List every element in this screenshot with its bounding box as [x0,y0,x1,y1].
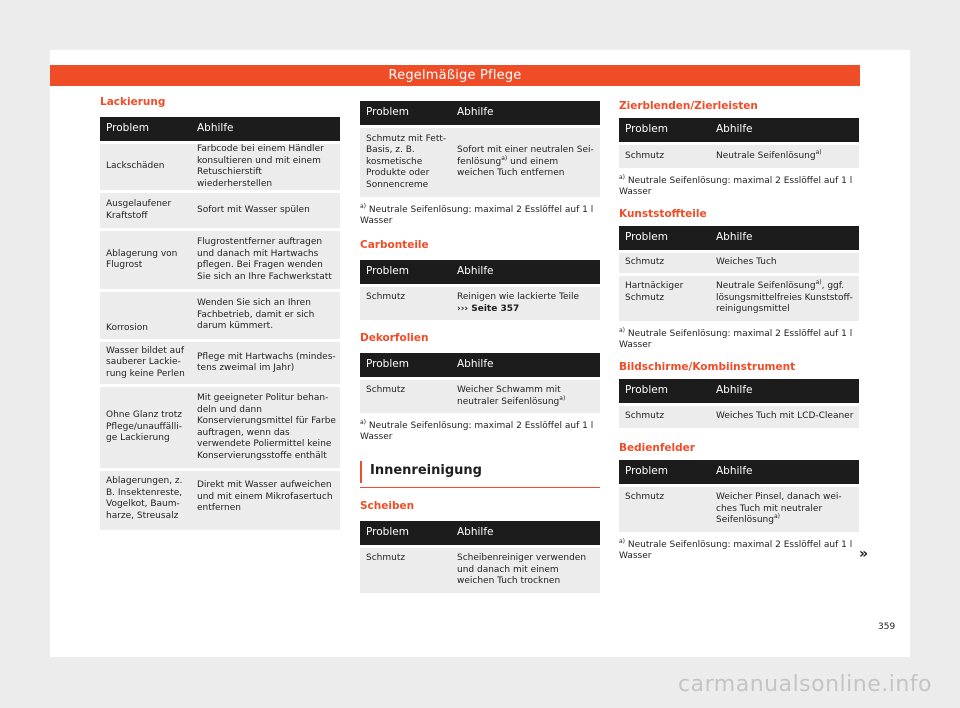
cell-problem: Schmutz [625,492,665,502]
cell-abhilfe: Neutrale Seifenlösung$^{a)}$, ggf. lösungsmittelfreies Kunststoffreinigungsmittel [716,279,853,314]
header-problem: Problem [366,526,409,539]
table-scheiben [360,521,600,593]
table-row [100,468,340,530]
table-row [619,484,859,532]
cell-abhilfe: Flugrostentferner auftragen und danach mit Hartwachs pflegen. Bei Fragen wenden Sie sich an Ihre Fachwerkstatt [197,237,332,282]
cell-abhilfe: Weiches Tuch [716,257,777,268]
cell-abhilfe: Wenden Sie sich an Ihren Fachbetrieb, damit er sich darum kümmert. [197,298,315,332]
header-abhilfe: Abhilfe [457,106,494,119]
table-row [100,384,340,468]
cell-abhilfe: Direkt mit Wasser aufweichen und mit einem Mikrofasertuch entfernen [197,480,333,513]
footnote: $^{a)}$ Neutrale Seifenlösung: maximal 2 Esslöffel auf 1 l Wasser [360,419,594,442]
table-row [100,339,340,384]
continue-mark: » [859,546,869,562]
section-title-bedienfelder: Bedienfelder [619,442,695,454]
table-header [619,379,859,403]
table-row [100,228,340,289]
cell-problem: Ablagerungen, z. B. Insektenreste, Vogelkot, Baumharze, Streusalz [106,476,183,521]
cell-problem: Ausgelaufener Kraftstoff [106,199,172,221]
header-abhilfe: Abhilfe [716,231,753,244]
table-row [619,273,859,321]
cell-abhilfe: Weicher Schwamm mit neutraler Seifenlösung$^{a)}$ [457,385,566,407]
page-header: Regelmäßige Pflege [50,65,860,86]
cell-problem: Lackschäden [106,161,165,172]
header-abhilfe: Abhilfe [457,526,494,539]
cell-abhilfe: Scheibenreiniger verwenden und danach mit einem weichen Tuch trocknen [457,553,587,586]
table-header [360,101,600,125]
footnote: $^{a)}$ Neutrale Seifenlösung: maximal 2 Esslöffel auf 1 l Wasser [619,538,853,561]
cell-problem: Schmutz [625,150,665,161]
cell-abhilfe: Pflege mit Hartwachs (mindestens zweimal im Jahr) [197,351,336,373]
cell-problem: Ablagerung von Flugrost [106,248,178,270]
header-abhilfe: Abhilfe [197,122,234,135]
section-title-kunststoffteile: Kunststoffteile [619,208,707,220]
table-row [100,141,340,190]
cell-problem: Korrosion [106,322,148,333]
table-header [619,118,859,142]
table-carbonteile [360,260,600,320]
heading-rule [360,487,600,488]
cell-problem: Ohne Glanz trotz Pflege/unauffällige Lackierung [106,410,183,444]
table-row [100,190,340,228]
table-zierblenden [619,118,859,168]
cell-abhilfe: Farbcode bei einem Händler konsultieren und mit einem Retuschierstift wiederherstellen [197,144,324,189]
header-problem: Problem [625,123,668,136]
header-problem: Problem [625,384,668,397]
cell-problem: Schmutz [366,385,406,395]
cell-problem: Schmutz [366,553,406,563]
page-number: 359 [878,622,896,632]
cell-problem: Schmutz mit Fett-Basis, z. B. kosmetische Produkte oder Sonnencreme [366,133,447,190]
column-left [100,96,340,530]
table-kunststoffteile [619,226,859,321]
table-header [360,260,600,284]
cell-problem: Hartnäckiger Schmutz [625,281,684,303]
section-heading-innenreinigung: Innenreinigung [360,461,600,483]
page-link[interactable]: ››› Seite 357 [457,303,520,314]
header-abhilfe: Abhilfe [457,358,494,371]
header-problem: Problem [366,265,409,278]
header-problem: Problem [366,106,409,119]
footnote: $^{a)}$ Neutrale Seifenlösung: maximal 2 Esslöffel auf 1 l Wasser [619,327,853,350]
header-problem: Problem [366,358,409,371]
cell-abhilfe: Mit geeigneter Politur behandeln und dann Konservierungsmittel für Farbe auftragen, wenn das verwendete Poliermittel keine Konservierungsstoffe enthält [197,393,336,461]
table-row [619,403,859,428]
column-middle [360,101,600,593]
table-header [619,226,859,250]
table-bedienfelder [619,460,859,532]
footnote: $^{a)}$ Neutrale Seifenlösung: maximal 2 Esslöffel auf 1 l Wasser [619,174,853,197]
table-row [360,284,600,320]
header-problem: Problem [625,465,668,478]
section-title-zierblenden: Zierblenden/Zierleisten [619,100,758,112]
table-header [360,353,600,377]
cell-problem: Schmutz [366,292,406,302]
header-abhilfe: Abhilfe [457,265,494,278]
header-abhilfe: Abhilfe [716,384,753,397]
section-title-scheiben: Scheiben [360,500,415,512]
header-abhilfe: Abhilfe [716,123,753,136]
table-row [360,545,600,593]
table-lackierung [100,117,340,530]
table-row [100,289,340,339]
table-dekorfolien [360,353,600,413]
table-bildschirme [619,379,859,428]
table-row [360,125,600,197]
cell-abhilfe: Neutrale Seifenlösung$^{a)}$ [716,148,822,161]
watermark: carmanualsonline.info [678,672,932,697]
table-kunststoff-fett [360,101,600,197]
table-row [619,142,859,168]
header-problem: Problem [625,231,668,244]
table-row [360,377,600,413]
header-abhilfe: Abhilfe [716,465,753,478]
cell-abhilfe: Weicher Pinsel, danach weiches Tuch mit neutraler Seifenlösung$^{a)}$ [716,492,842,525]
table-header [619,460,859,484]
cell-problem: Wasser bildet auf sauberer Lackierung keine Perlen [106,345,185,379]
cell-problem: Schmutz [625,411,665,422]
cell-abhilfe: Sofort mit Wasser spülen [197,204,310,215]
section-title-bildschirme: Bildschirme/Kombiinstrument [619,361,796,373]
section-title-dekorfolien: Dekorfolien [360,332,429,344]
cell-abhilfe: Reinigen wie lackierte Teile ››› Seite 357 [457,292,580,314]
section-title-lackierung: Lackierung [100,96,166,108]
footnote: $^{a)}$ Neutrale Seifenlösung: maximal 2 Esslöffel auf 1 l Wasser [360,203,594,226]
cell-problem: Schmutz [625,257,665,268]
table-row [619,250,859,273]
cell-abhilfe: Sofort mit einer neutralen Seifenlösung$^{a)}$ und einem weichen Tuch entfernen [457,145,594,179]
header-problem: Problem [106,122,149,135]
table-header [100,117,340,141]
section-title-carbonteile: Carbonteile [360,239,429,251]
table-header [360,521,600,545]
column-right [619,100,859,562]
cell-abhilfe: Weiches Tuch mit LCD-Cleaner [716,411,854,422]
